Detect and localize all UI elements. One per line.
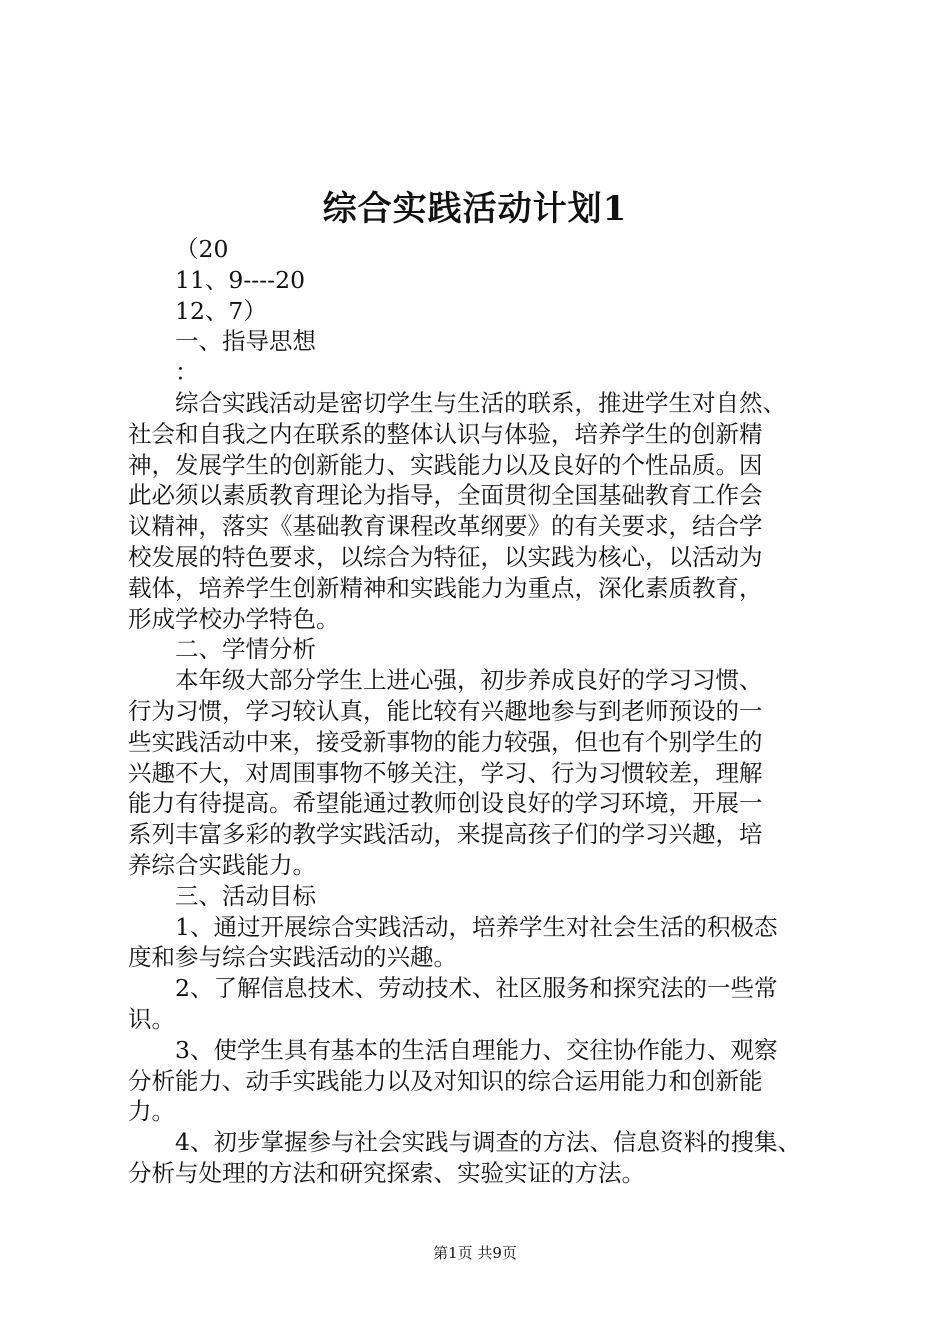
paragraph-line: 此必须以素质教育理论为指导，全面贯彻全国基础教育工作会 — [128, 481, 763, 510]
paragraph-line: 些实践活动中来，接受新事物的能力较强，但也有个别学生的 — [128, 727, 763, 756]
page-footer: 第1页 共9页 — [433, 1244, 517, 1262]
paragraph-line: 力。 — [128, 1097, 175, 1126]
paragraph-line: 载体，培养学生创新精神和实践能力为重点，深化素质教育， — [128, 573, 763, 602]
paragraph-line: 神，发展学生的创新能力、实践能力以及良好的个性品质。因 — [128, 450, 763, 479]
paragraph-line: 1、通过开展综合实践活动，培养学生对社会生活的积极态 — [175, 912, 778, 941]
paragraph-line: 社会和自我之内在联系的整体认识与体验，培养学生的创新精 — [128, 419, 763, 448]
paragraph-line: 养综合实践能力。 — [128, 850, 316, 879]
paragraph-line: 识。 — [128, 1004, 175, 1033]
section-heading: 二、学情分析 — [175, 635, 316, 664]
paragraph-line: 分析能力、动手实践能力以及对知识的综合运用能力和创新能 — [128, 1066, 763, 1095]
section-heading: 一、指导思想 — [175, 327, 316, 356]
paragraph-line: 兴趣不大，对周围事物不够关注，学习、行为习惯较差，理解 — [128, 758, 763, 787]
paragraph-line: 行为习惯，学习较认真，能比较有兴趣地参与到老师预设的一 — [128, 696, 763, 725]
document-title: 综合实践活动计划1 — [322, 189, 628, 229]
text-line: ： — [175, 358, 199, 387]
text-line: （20 — [175, 235, 229, 263]
paragraph-line: 3、使学生具有基本的生活自理能力、交往协作能力、观察 — [175, 1035, 778, 1064]
paragraph-line: 本年级大部分学生上进心强，初步养成良好的学习习惯、 — [175, 666, 763, 695]
paragraph-line: 议精神，落实《基础教育课程改革纲要》的有关要求，结合学 — [128, 512, 763, 541]
text-line: 12、7） — [175, 296, 267, 325]
paragraph-line: 形成学校办学特色。 — [128, 604, 340, 633]
paragraph-line: 2、了解信息技术、劳动技术、社区服务和探究法的一些常 — [175, 974, 778, 1003]
document-body — [128, 234, 863, 1189]
paragraph-line: 分析与处理的方法和研究探索、实验实证的方法。 — [128, 1158, 645, 1187]
text-line: 11、9----20 — [175, 265, 306, 294]
section-heading: 三、活动目标 — [175, 881, 316, 910]
paragraph-line: 4、初步掌握参与社会实践与调查的方法、信息资料的搜集、 — [175, 1128, 801, 1157]
paragraph-line: 校发展的特色要求，以综合为特征，以实践为核心，以活动为 — [128, 542, 763, 571]
paragraph-line: 度和参与综合实践活动的兴趣。 — [128, 943, 457, 972]
paragraph-line: 系列丰富多彩的教学实践活动，来提高孩子们的学习兴趣，培 — [128, 820, 763, 849]
paragraph-line: 能力有待提高。希望能通过教师创设良好的学习环境，开展一 — [128, 789, 763, 818]
paragraph-line: 综合实践活动是密切学生与生活的联系，推进学生对自然、 — [175, 388, 786, 417]
